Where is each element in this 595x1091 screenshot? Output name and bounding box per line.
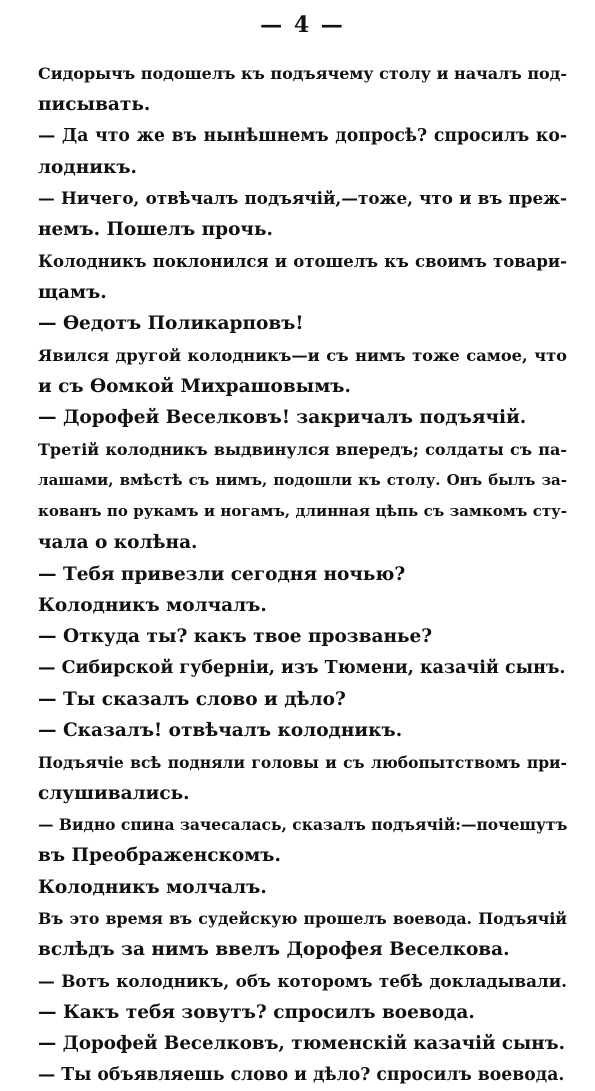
text-line: щамъ. — [38, 282, 107, 304]
text-line: — Ничего, отвѣчалъ подъячій,—тоже, что и въ преж- — [38, 188, 567, 209]
text-line: лодникъ. — [38, 156, 137, 178]
text-line: кованъ по рукамъ и ногамъ, длинная цѣпь съ замкомъ сту- — [38, 502, 567, 521]
text-line: — Видно спина зачесалась, сказалъ подъячій:—почешутъ — [38, 815, 567, 835]
text-line: — Сказалъ! отвѣчалъ колодникъ. — [38, 720, 403, 742]
text-line: — Ѳедотъ Поликарповъ! — [38, 313, 304, 335]
text-line: Явился другой колодникъ—и съ нимъ тоже самое, что — [38, 345, 567, 365]
text-line: — Дорофей Веселковъ! закричалъ подъячій. — [38, 407, 527, 429]
text-line: и съ Ѳомкой Михрашовымъ. — [38, 375, 351, 397]
text-line: лашами, вмѣстѣ съ нимъ, подошли къ столу. Онъ былъ за- — [38, 470, 567, 489]
text-line: Колодникъ молчалъ. — [38, 595, 267, 617]
text-line: — Да что же въ нынѣшнемъ допросѣ? спросилъ ко- — [38, 125, 567, 146]
text-line: писывать. — [38, 94, 151, 116]
text-body — [38, 58, 567, 1091]
text-line: Третій колодникъ выдвинулся впередъ; солдаты съ па- — [38, 439, 567, 459]
text-line: Въ это время въ судейскую прошелъ воевода. Подъячій — [38, 909, 567, 929]
text-line: вслѣдъ за нимъ ввелъ Дорофея Веселкова. — [38, 939, 510, 961]
text-line: Колодникъ поклонился и отошелъ къ своимъ товари- — [38, 251, 567, 271]
text-line: Колодникъ молчалъ. — [38, 876, 267, 898]
text-line: слушивались. — [38, 782, 190, 804]
page-number: — 4 — — [260, 12, 345, 38]
text-line: чала о колѣна. — [38, 532, 198, 554]
text-line: — Дорофей Веселковъ, тюменскій казачій сынъ. — [38, 1033, 565, 1055]
text-line: — Тебя привезли сегодня ночью? — [38, 563, 406, 585]
text-line: въ Преображенскомъ. — [38, 845, 281, 867]
text-line: — Ты сказалъ слово и дѣло? — [38, 688, 346, 710]
text-line: — Вотъ колодникъ, объ которомъ тебѣ докладывали. — [38, 970, 567, 991]
text-line: — Ты объявляешь слово и дѣло? спросилъ воевода. — [38, 1064, 565, 1085]
text-line: — Откуда ты? какъ твое прозванье? — [38, 626, 433, 648]
text-line: немъ. Пошелъ прочь. — [38, 219, 273, 241]
text-line: Подъячіе всѣ подняли головы и съ любопытствомъ при- — [38, 752, 567, 772]
text-line: — Сибирской губерніи, изъ Тюмени, казачій сынъ. — [38, 657, 566, 678]
text-line: — Какъ тебя зовутъ? спросилъ воевода. — [38, 1001, 475, 1023]
text-line: Сидорычъ подошелъ къ подъячему столу и началъ под- — [38, 64, 567, 83]
